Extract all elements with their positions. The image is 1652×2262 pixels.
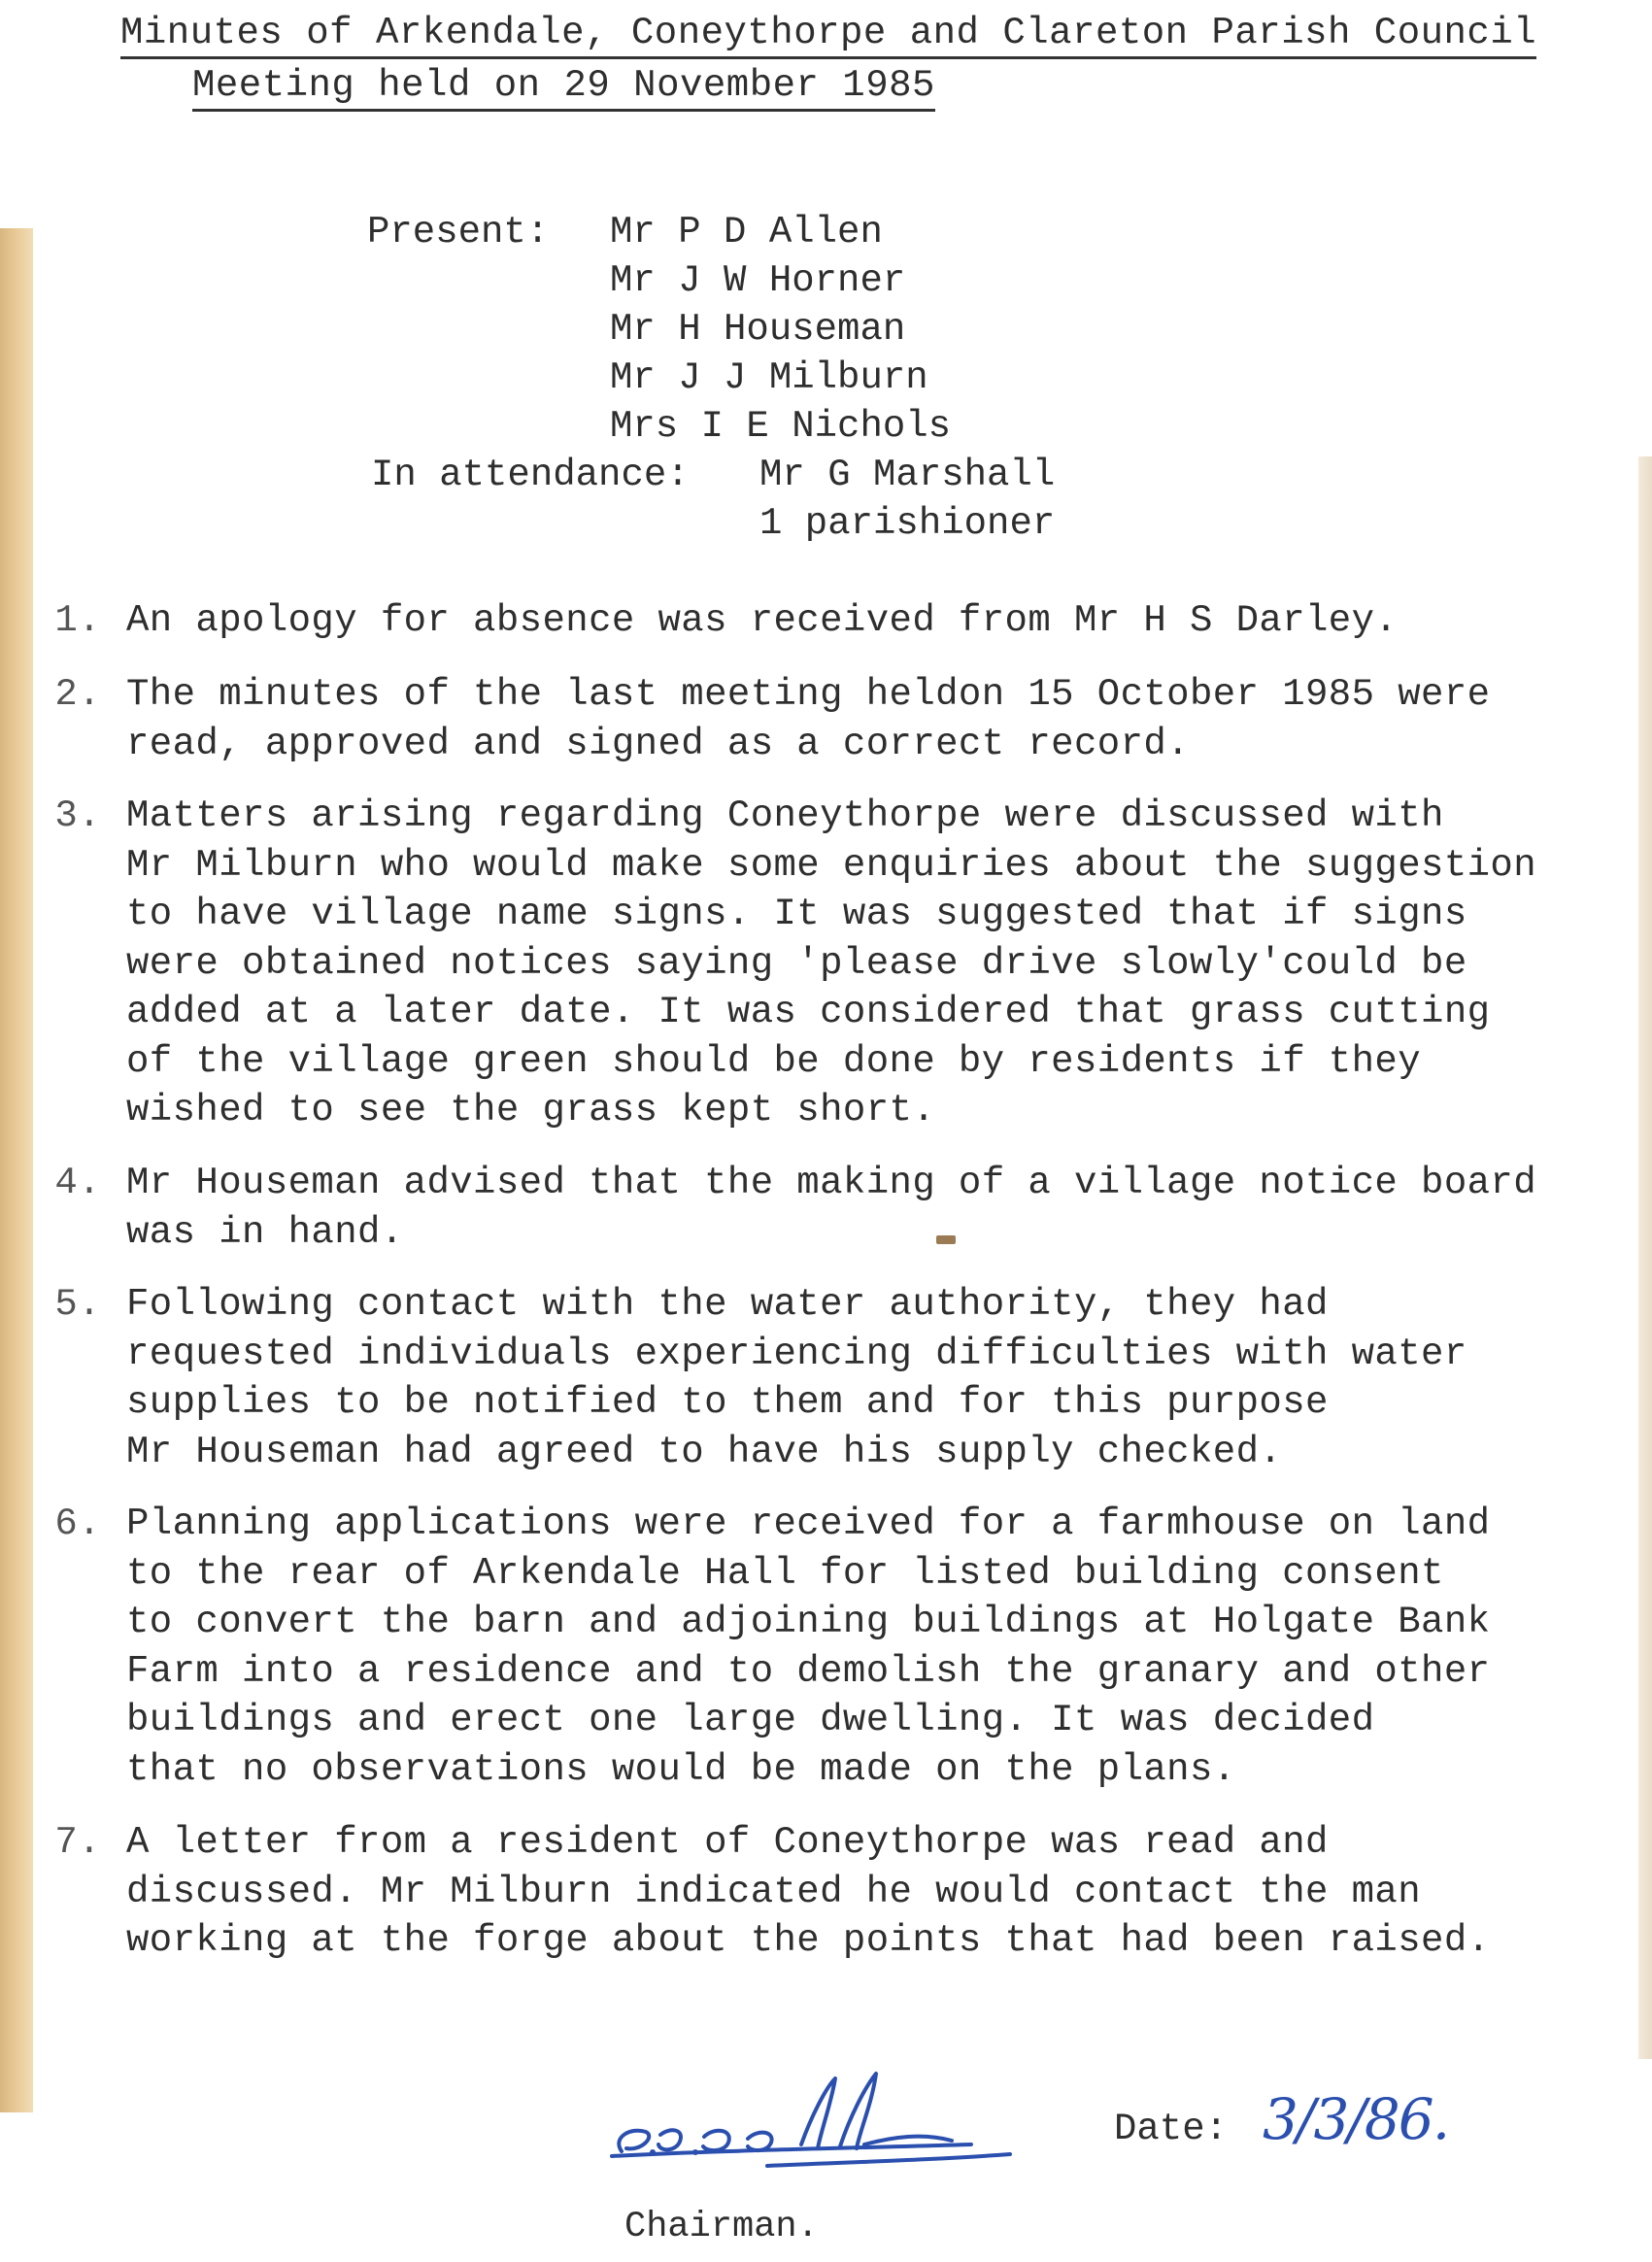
- meeting-date-title: Meeting held on 29 November 1985: [192, 64, 935, 112]
- minute-item-4: [54, 1159, 1627, 1257]
- present-member: Mr J W Horner: [610, 259, 906, 302]
- present-label: Present:: [367, 211, 550, 253]
- item-number: 4.: [54, 1162, 101, 1204]
- item-text: Mr Houseman advised that the making of a village notice board was in hand.: [126, 1162, 1537, 1254]
- item-number: 3.: [54, 794, 101, 837]
- present-member: Mrs I E Nichols: [610, 405, 952, 448]
- signed-date: 3/3/86.: [1263, 2086, 1449, 2152]
- attendee: 1 parishioner: [759, 502, 1056, 545]
- paper-stain: [936, 1235, 956, 1244]
- item-number: 6.: [54, 1502, 101, 1545]
- item-text: Following contact with the water authority, they had requested individuals experiencing difficulties with water supplies to be notified to them and for this purpose Mr Houseman had agreed to have his supply checked.: [126, 1283, 1467, 1473]
- item-text: Matters arising regarding Coneythorpe were discussed with Mr Milburn who would make some enquiries about the suggestion to have village name signs. It was suggested that if signs were obtained notices saying 'please drive slowly'could be added at a later date. It was considered that grass cutting of the village green should be done by residents if they wished to see the grass kept short.: [126, 794, 1537, 1131]
- minute-item-7: [54, 1818, 1627, 1966]
- minute-item-5: [54, 1280, 1627, 1476]
- minute-item-1: [54, 596, 1627, 646]
- item-text: An apology for absence was received from Mr H S Darley.: [126, 599, 1399, 642]
- item-text: The minutes of the last meeting heldon 15 October 1985 were read, approved and signed as a correct record.: [126, 673, 1491, 765]
- chairman-signature: [602, 2059, 1107, 2176]
- document-title: Minutes of Arkendale, Coneythorpe and Clareton Parish Council: [120, 12, 1536, 59]
- chairman-label: Chairman.: [624, 2207, 819, 2247]
- item-text: Planning applications were received for a farmhouse on land to the rear of Arkendale Hall for listed building consent to convert the barn and adjoining buildings at Holgate Bank Farm into a residence and to demolish the granary and other buildings and erect one large dwelling. It was decided that no observations would be made on the plans.: [126, 1502, 1491, 1791]
- item-number: 5.: [54, 1283, 101, 1326]
- in-attendance-label: In attendance:: [371, 454, 690, 496]
- minute-item-3: [54, 792, 1627, 1135]
- item-number: 7.: [54, 1821, 101, 1864]
- item-text: A letter from a resident of Coneythorpe was read and discussed. Mr Milburn indicated he would contact the man working at the forge about the points that had been raised.: [126, 1821, 1491, 1962]
- date-label: Date:: [1114, 2108, 1229, 2150]
- item-number: 2.: [54, 673, 101, 716]
- minute-item-2: [54, 670, 1627, 768]
- present-member: Mr H Houseman: [610, 308, 906, 351]
- attendee: Mr G Marshall: [759, 454, 1056, 496]
- minute-item-6: [54, 1500, 1627, 1794]
- paper-edge-right: [1638, 456, 1652, 2059]
- item-number: 1.: [54, 599, 101, 642]
- present-member: Mr J J Milburn: [610, 356, 928, 399]
- present-member: Mr P D Allen: [610, 211, 883, 253]
